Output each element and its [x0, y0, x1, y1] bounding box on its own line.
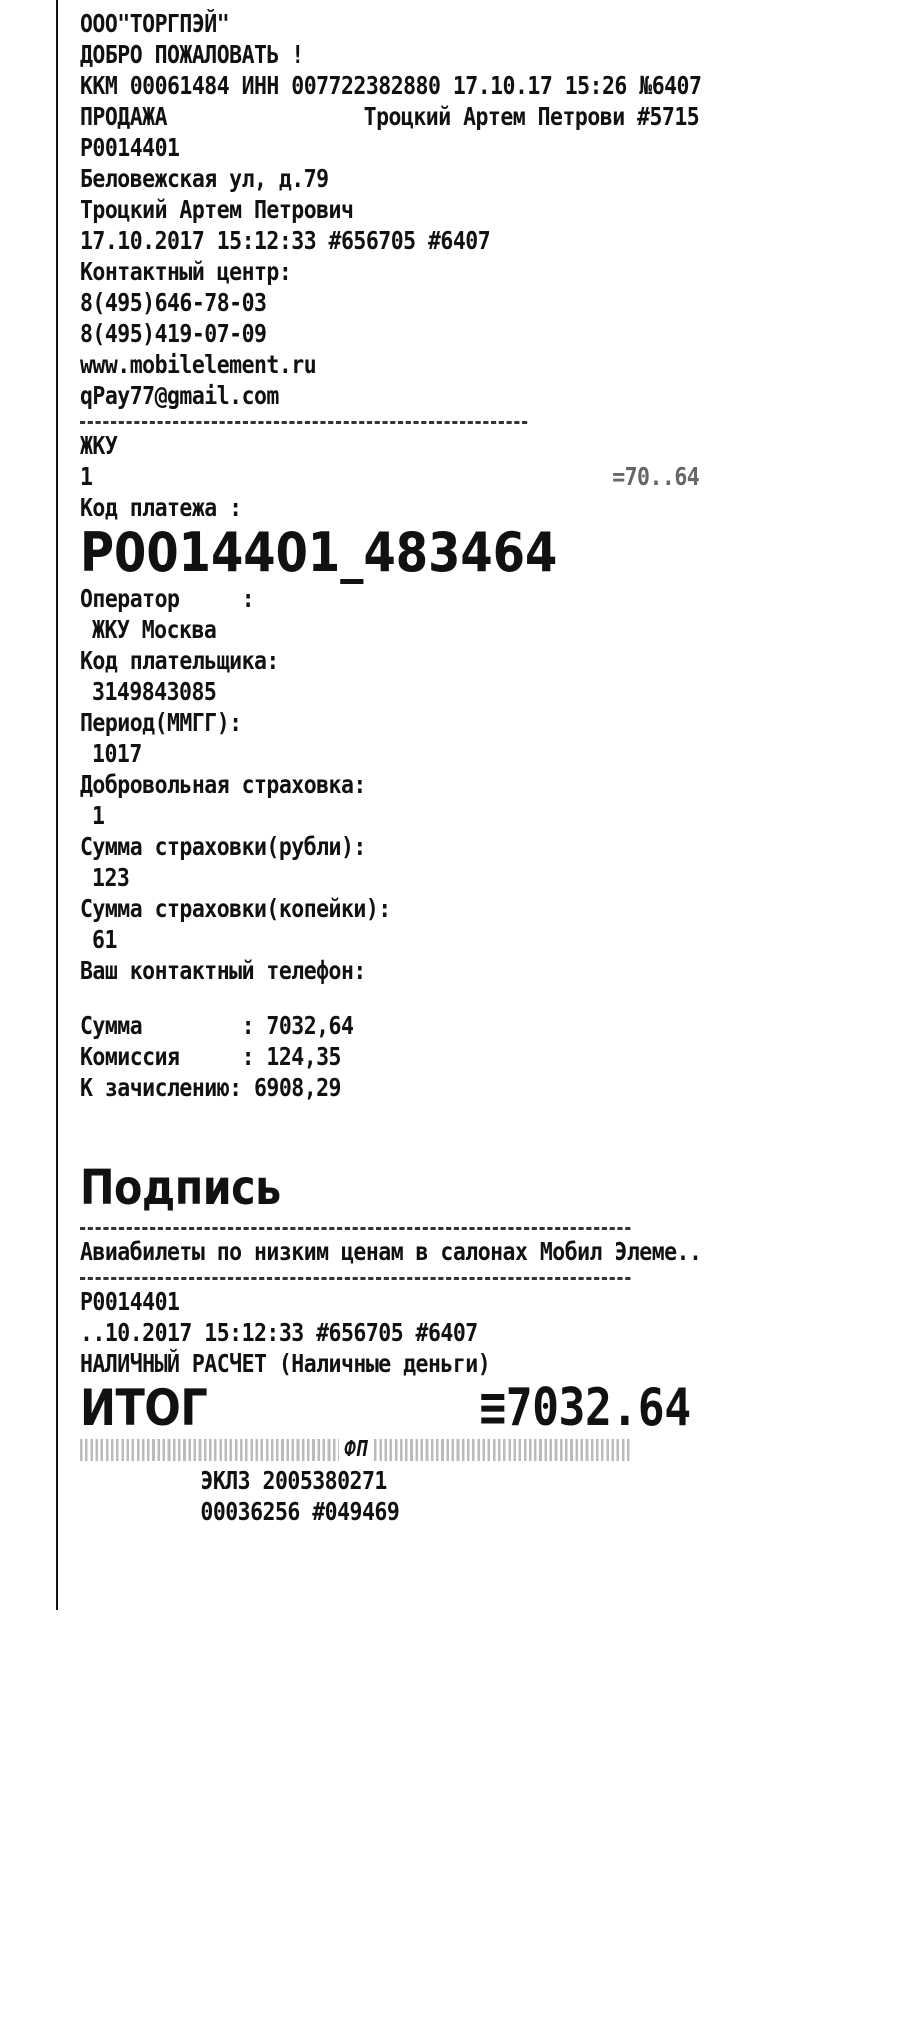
payer-code-value: 3149843085 — [92, 677, 217, 706]
website: www.mobilelement.ru — [80, 350, 317, 379]
item-qty: 1 — [80, 462, 93, 491]
contact-center-label: Контактный центр: — [80, 257, 292, 286]
payment-code-label: Код платежа : — [80, 493, 242, 522]
welcome-text: ДОБРО ПОЖАЛОВАТЬ ! — [80, 40, 304, 69]
separator — [80, 415, 527, 424]
cashier-short: Троцкий Артем Петрови #5715 — [363, 102, 700, 131]
sale-label: ПРОДАЖА — [80, 102, 168, 131]
insurance-value: 1 — [92, 801, 105, 830]
payment-type: НАЛИЧНЫЙ РАСЧЕТ (Наличные деньги) — [80, 1349, 491, 1378]
fiscal-mark-label: ФП — [339, 1437, 371, 1462]
separator — [80, 1221, 630, 1230]
eklz-line: ЭКЛЗ 2005380271 — [200, 1466, 387, 1495]
contact-phone-2: 8(495)419-07-09 — [80, 319, 267, 348]
total-amount: ≡7032.64 — [479, 1378, 691, 1438]
cashier-full-name: Троцкий Артем Петрович — [80, 195, 354, 224]
total-label: ИТОГ — [80, 1379, 208, 1437]
footer-datetime: ..10.2017 15:12:33 #656705 #6407 — [80, 1318, 478, 1347]
promo-text: Авиабилеты по низким ценам в салонах Мобил Элеме.. — [80, 1237, 702, 1266]
company-name: ООО"ТОРГПЭЙ" — [80, 9, 230, 38]
item-amount: =70..64 — [612, 462, 700, 491]
insurance-rub-value: 123 — [92, 863, 130, 892]
sale-row — [80, 101, 699, 132]
transaction-datetime: 17.10.2017 15:12:33 #656705 #6407 — [80, 226, 491, 255]
operator-value: ЖКУ Москва — [92, 615, 217, 644]
period-value: 1017 — [92, 739, 142, 768]
total-row — [80, 1379, 691, 1437]
operator-label: Оператор : — [80, 584, 255, 613]
spacer — [80, 986, 699, 1010]
item-name: ЖКУ — [80, 431, 118, 460]
commission-line: Комиссия : 124,35 — [80, 1042, 341, 1071]
insurance-label: Добровольная страховка: — [80, 770, 366, 799]
receipt — [80, 8, 702, 1527]
document-number-line: 00036256 #049469 — [200, 1497, 400, 1526]
item-qty-row — [80, 461, 699, 492]
insurance-kop-value: 61 — [92, 925, 117, 954]
separator — [80, 1271, 630, 1280]
period-label: Период(ММГГ): — [80, 708, 242, 737]
contact-phone-label: Ваш контактный телефон: — [80, 956, 366, 985]
footer-terminal-id: P0014401 — [80, 1287, 180, 1316]
payment-code: P0014401_483464 — [80, 521, 558, 584]
fiscal-mark — [80, 1439, 630, 1461]
email: qPay77@gmail.com — [80, 381, 279, 410]
store-address: Беловежская ул, д.79 — [80, 164, 329, 193]
insurance-rub-label: Сумма страховки(рубли): — [80, 832, 366, 861]
contact-phone-1: 8(495)646-78-03 — [80, 288, 267, 317]
insurance-kop-label: Сумма страховки(копейки): — [80, 894, 391, 923]
credit-line: К зачислению: 6908,29 — [80, 1073, 341, 1102]
terminal-id: P0014401 — [80, 133, 180, 162]
signature-label: Подпись — [80, 1160, 281, 1216]
payer-code-label: Код плательщика: — [80, 646, 279, 675]
sum-line: Сумма : 7032,64 — [80, 1011, 354, 1040]
kkm-line: ККМ 00061484 ИНН 007722382880 17.10.17 15:26 №6407 — [80, 71, 702, 100]
receipt-edge-line — [56, 0, 58, 1610]
